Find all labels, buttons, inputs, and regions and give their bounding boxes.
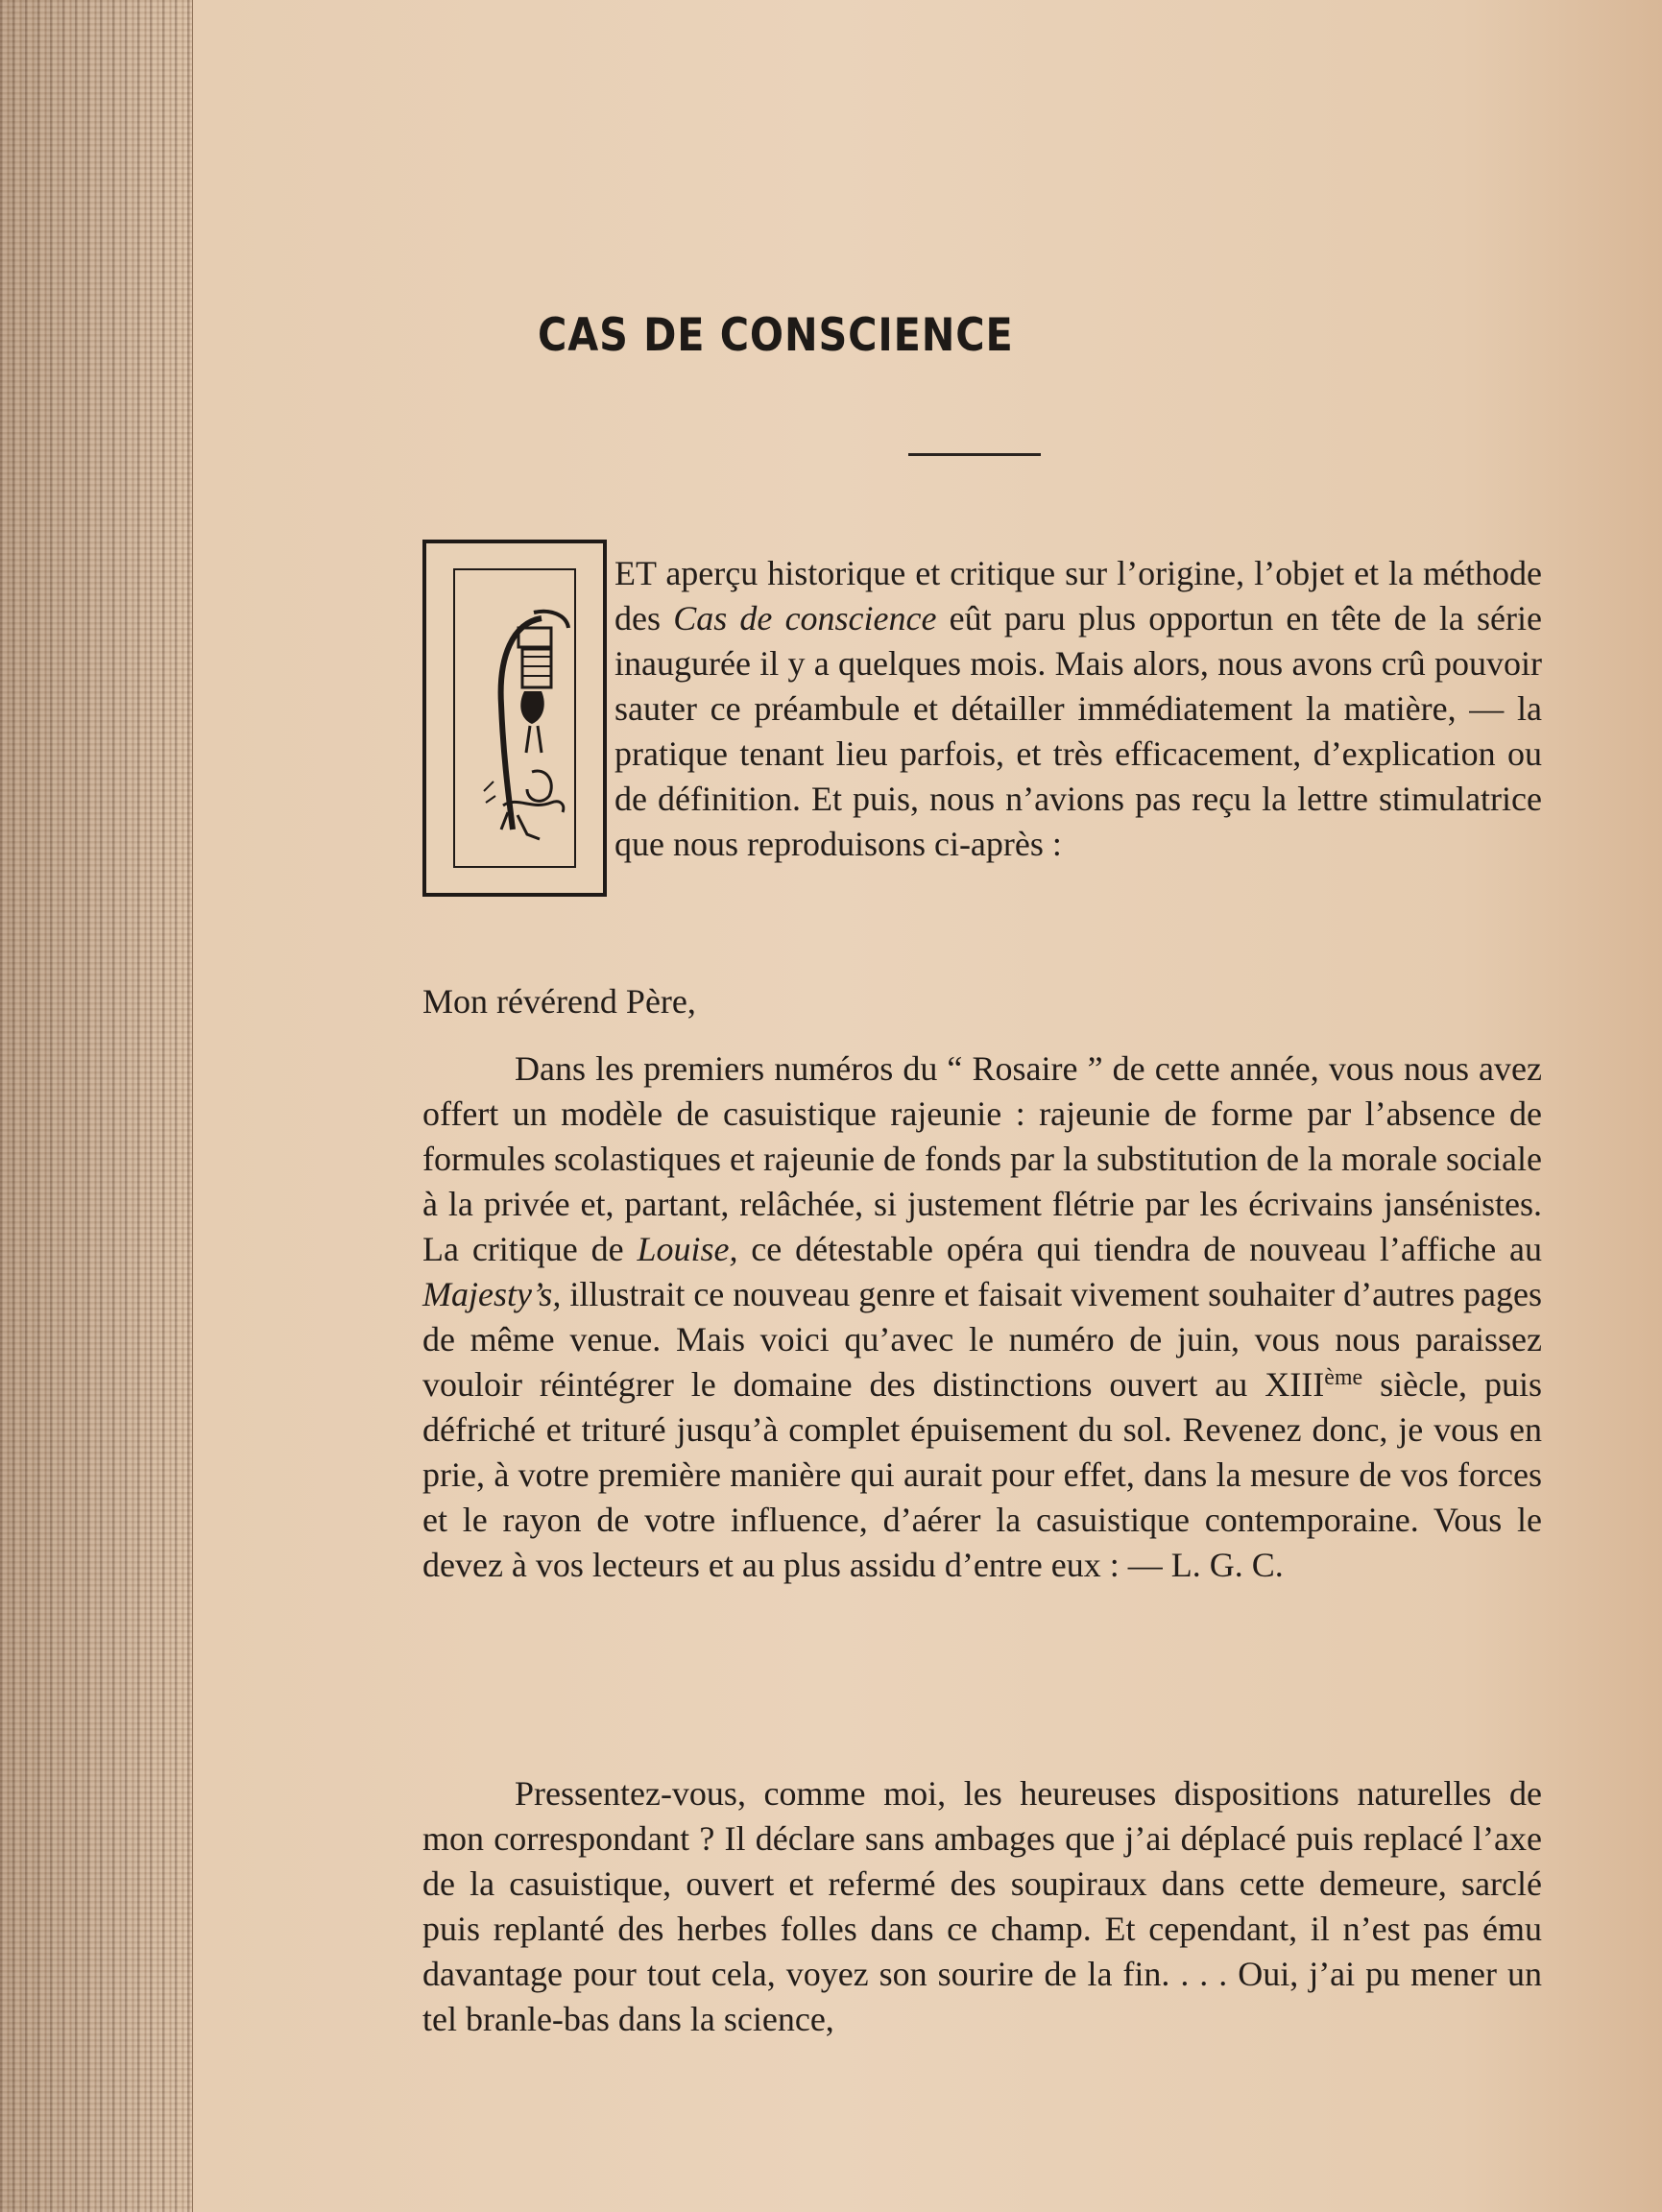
intro-text-2: eût paru plus opportun en tête de la série inaugurée il y a quelques mois. Mais alors, nous avons crû pouvoir sauter ce préambule et détailler immédiatement la matière, — la pratique tenant lieu parfois, et très efficacement, d’explication ou de définition. Et puis, nous n’avions pas reçu la lettre stimulatrice que nous reproduisons ci-après : [614, 599, 1542, 863]
letter-paragraph [422, 1046, 1542, 1588]
letter-text-3: illustrait ce nouveau genre et faisait vivement souhaiter d’autres pages de même venue. Mais voici qu’avec le numéro de juin, vous nous paraissez vouloir réintégrer le domaine des distinctions ouvert au XIII [422, 1275, 1542, 1404]
letter-text-2: ce détestable opéra qui tiendra de nouveau l’affiche au [737, 1230, 1542, 1268]
letter-text-1: Dans les premiers numéros du “ Rosaire ” de cette année, vous nous avez offert un modèle de casuistique rajeunie : rajeunie de forme par l’absence de formules scolastiques et rajeunie de fonds par la substitution de la morale sociale à la privée et, partant, relâchée, si justement flétrie par les écrivains jansénistes. La critique de [422, 1049, 1542, 1268]
letter-superscript: ème [1324, 1365, 1363, 1390]
intro-text-1: ET aperçu historique et critique sur l’origine, l’objet et la méthode des [614, 554, 1542, 637]
page-title: CAS DE CONSCIENCE [538, 309, 1014, 362]
response-paragraph: Pressentez-vous, comme moi, les heureuses dispositions naturelles de mon correspondant ? Il déclare sans ambages que j’ai déplacé puis replacé l’axe de la casuistique, ouvert et refermé des soupiraux dans cette demeure, sarclé puis replanté des herbes folles dans ce champ. Et cependant, il n’est pas ému davantage pour tout cela, voyez son sourire de la fin. . . . Oui, j’ai pu mener un tel branle-bas dans la science, [422, 1774, 1542, 2038]
title-divider [908, 453, 1041, 456]
letter-italic-2: Majesty’s, [422, 1275, 562, 1313]
intro-paragraph [422, 551, 1542, 906]
letter-text-4: siècle, puis défriché et trituré jusqu’à complet épuisement du sol. Revenez donc, je vous en prie, à votre première manière qui aurait pour effet, dans la mesure de vos forces et le rayon de votre influence, d’aérer la casuistique contemporaine. Vous le devez à vos lecteurs et au plus assidu d’entre eux : — L. G. C. [422, 1365, 1542, 1584]
letter-italic-1: Louise, [637, 1230, 738, 1268]
book-page-edge [0, 0, 193, 2212]
letter-greeting: Mon révérend Père, [422, 982, 696, 1021]
intro-italic-1: Cas de conscience [673, 599, 937, 637]
dropcap-spacer [422, 551, 614, 906]
